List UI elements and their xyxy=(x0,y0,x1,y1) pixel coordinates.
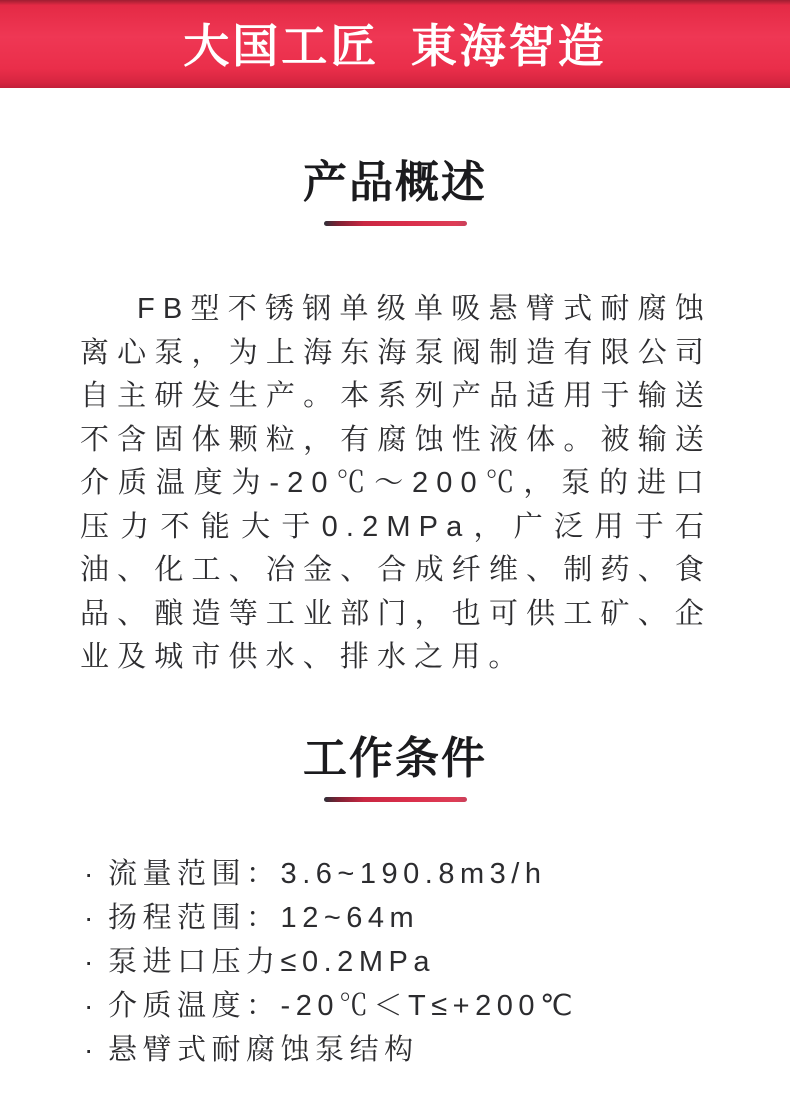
conditions-list xyxy=(84,852,734,1072)
overview-section-title: 产品概述 xyxy=(303,158,487,207)
list-item-text: 流量范围：3.6~190.8m3/h xyxy=(108,857,547,890)
bullet-dot-icon: · xyxy=(84,989,94,1021)
bullet-dot-icon: · xyxy=(84,857,94,889)
bullet-dot-icon: · xyxy=(84,1033,94,1065)
list-item xyxy=(84,1028,734,1072)
list-item xyxy=(84,940,734,984)
list-item-text: 介质温度：-20℃＜T≤+200℃ xyxy=(108,989,579,1022)
bullet-dot-icon: · xyxy=(84,901,94,933)
list-item-text: 泵进口压力≤0.2MPa xyxy=(108,945,435,978)
section-conditions xyxy=(0,680,790,1072)
list-item-text: 悬臂式耐腐蚀泵结构 xyxy=(108,1033,419,1066)
list-item xyxy=(84,984,734,1028)
top-banner xyxy=(0,0,790,88)
list-item xyxy=(84,896,734,940)
overview-paragraph: FB型不锈钢单级单吸悬臂式耐腐蚀离心泵，为上海东海泵阀制造有限公司自主研发生产。本系列产品适用于输送不含固体颗粒，有腐蚀性液体。被输送介质温度为-20℃～200℃，泵的进口压力不能大于0.2MPa，广泛用于石油、化工、冶金、合成纤维、制药、食品、酿造等工业部门，也可供工矿、企业及城市供水、排水之用。 xyxy=(80,293,712,673)
section-overview xyxy=(0,88,790,680)
list-item-text: 扬程范围：12~64m xyxy=(108,901,420,934)
list-item xyxy=(84,852,734,896)
bullet-dot-icon: · xyxy=(84,945,94,977)
title-underline-divider xyxy=(324,221,467,226)
banner-title: 大国工匠 東海智造 xyxy=(183,20,607,72)
title-underline-divider xyxy=(324,797,467,802)
conditions-section-title: 工作条件 xyxy=(303,733,487,783)
